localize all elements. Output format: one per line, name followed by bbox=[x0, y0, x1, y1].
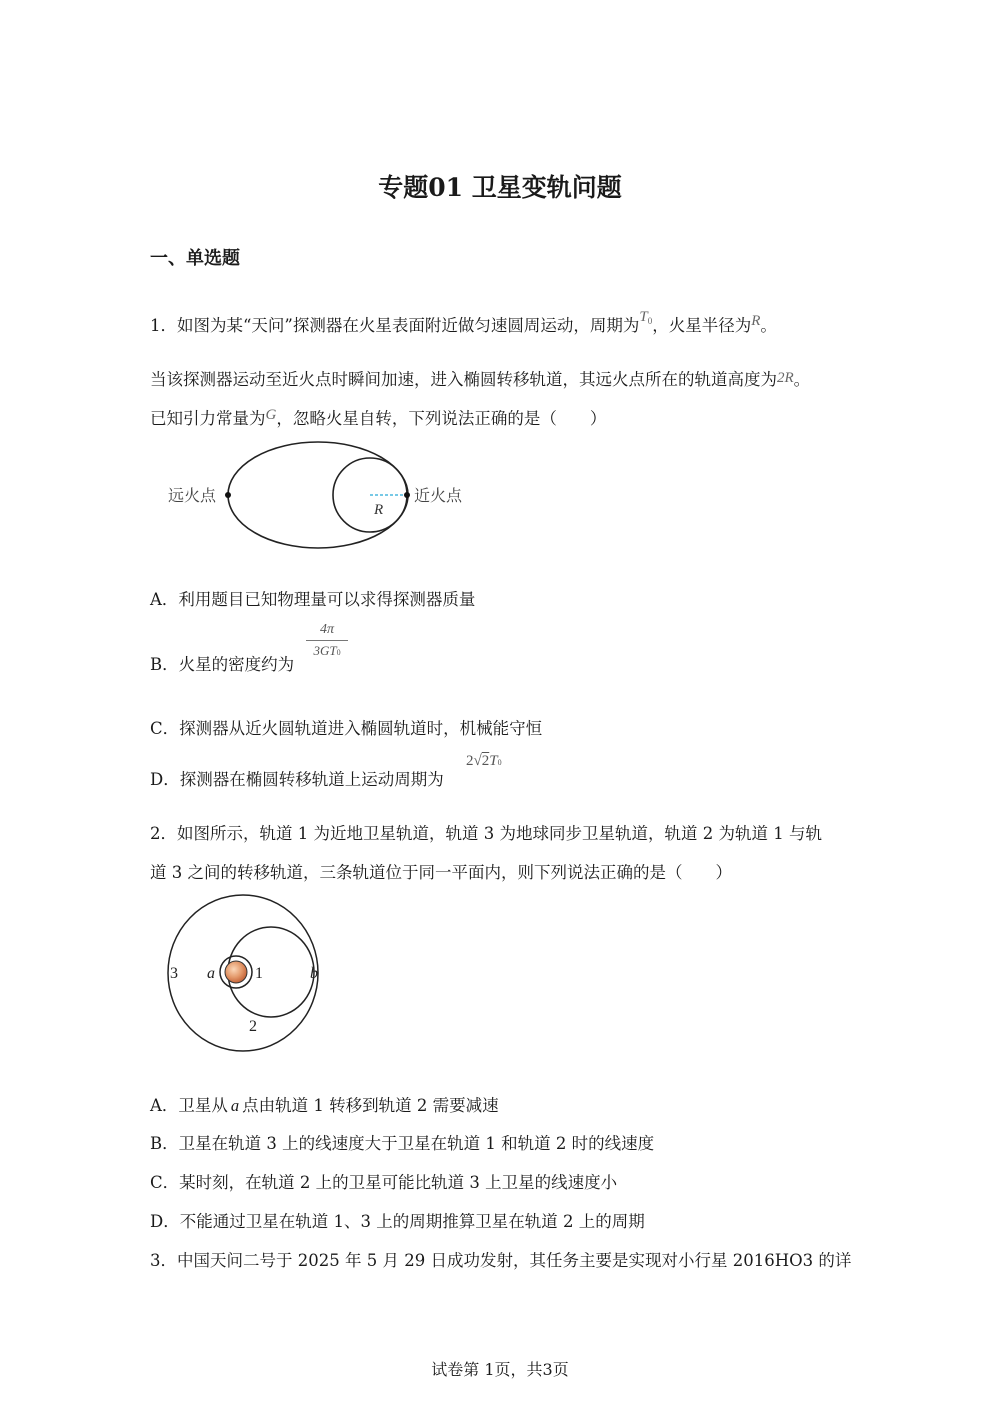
orbit-3-label: 3 bbox=[170, 965, 178, 982]
q1-text-1c: 。 bbox=[760, 316, 777, 335]
page-footer: 试卷第 1页，共3页 bbox=[431, 1360, 569, 1379]
q1-math-R: R bbox=[751, 313, 761, 329]
q1-text-1a: 1．如图为某“天问”探测器在火星表面附近做匀速圆周运动，周期为 bbox=[150, 316, 640, 335]
q2-line-2: 道 3 之间的转移轨道，三条轨道位于同一平面内，则下列说法正确的是（ ） bbox=[150, 863, 732, 882]
q1-option-b: B．火星的密度约为 bbox=[150, 655, 295, 674]
q1-option-c: C．探测器从近火圆轨道进入椭圆轨道时，机械能守恒 bbox=[150, 719, 543, 738]
q1-text-2a: 当该探测器运动至近火点时瞬间加速，进入椭圆转移轨道，其远火点所在的轨道高度为 bbox=[150, 370, 777, 389]
q1-orbit-figure bbox=[160, 438, 490, 558]
q2-orbit-figure bbox=[160, 890, 340, 1058]
q1-option-a: A．利用题目已知物理量可以求得探测器质量 bbox=[150, 590, 476, 609]
q2-option-d: D．不能通过卫星在轨道 1、3 上的周期推算卫星在轨道 2 上的周期 bbox=[150, 1212, 645, 1231]
q1-line-2 bbox=[150, 366, 810, 390]
far-point-dot bbox=[225, 492, 231, 498]
near-point-dot bbox=[404, 492, 410, 498]
density-fraction bbox=[306, 622, 348, 659]
q1-text-3a: 已知引力常量为 bbox=[150, 409, 266, 428]
q3-line-1: 3．中国天问二号于 2025 年 5 月 29 日成功发射，其任务主要是实现对小行星 2016HO3 的详 bbox=[150, 1251, 852, 1270]
q1-line-1 bbox=[150, 309, 777, 336]
q2-line-1: 2．如图所示，轨道 1 为近地卫星轨道，轨道 3 为地球同步卫星轨道，轨道 2 为轨道 1 与轨 bbox=[150, 824, 822, 843]
q2-option-a: A．卫星从 a 点由轨道 1 转移到轨道 2 需要减速 bbox=[150, 1096, 499, 1115]
radius-label: R bbox=[374, 502, 384, 518]
orbit-2-label: 2 bbox=[249, 1018, 257, 1035]
point-a-label: a bbox=[207, 965, 215, 982]
q1-math-2R: 2R bbox=[777, 370, 794, 386]
q1-line-3 bbox=[150, 405, 606, 429]
q1-text-3b: ，忽略火星自转，下列说法正确的是（ ） bbox=[276, 409, 607, 428]
orbit-1-label: 1 bbox=[255, 965, 263, 982]
point-b-label: b bbox=[310, 965, 318, 982]
q1-text-1b: ，火星半径为 bbox=[652, 316, 752, 335]
fraction-denominator: 3GT0 bbox=[313, 643, 341, 658]
earth-icon bbox=[225, 961, 247, 983]
section-heading: 一、单选题 bbox=[150, 248, 240, 269]
near-point-label: 近火点 bbox=[414, 486, 463, 505]
q2-option-b: B．卫星在轨道 3 上的线速度大于卫星在轨道 1 和轨道 2 时的线速度 bbox=[150, 1134, 655, 1153]
period-expression: 2√2T0 bbox=[466, 753, 502, 769]
q1-text-2c: 。 bbox=[793, 370, 811, 389]
q1-math-T0: $T_0$ bbox=[639, 309, 653, 326]
page-title: 专题01 卫星变轨问题 bbox=[378, 173, 622, 202]
q1-math-G: G bbox=[265, 407, 277, 423]
fraction-numerator: 4π bbox=[306, 622, 348, 641]
q1-option-d: D．探测器在椭圆转移轨道上运动周期为 bbox=[150, 770, 444, 789]
q2-option-c: C．某时刻，在轨道 2 上的卫星可能比轨道 3 上卫星的线速度小 bbox=[150, 1173, 618, 1192]
far-point-label: 远火点 bbox=[168, 486, 217, 505]
sqrt-icon: √ bbox=[473, 753, 482, 769]
